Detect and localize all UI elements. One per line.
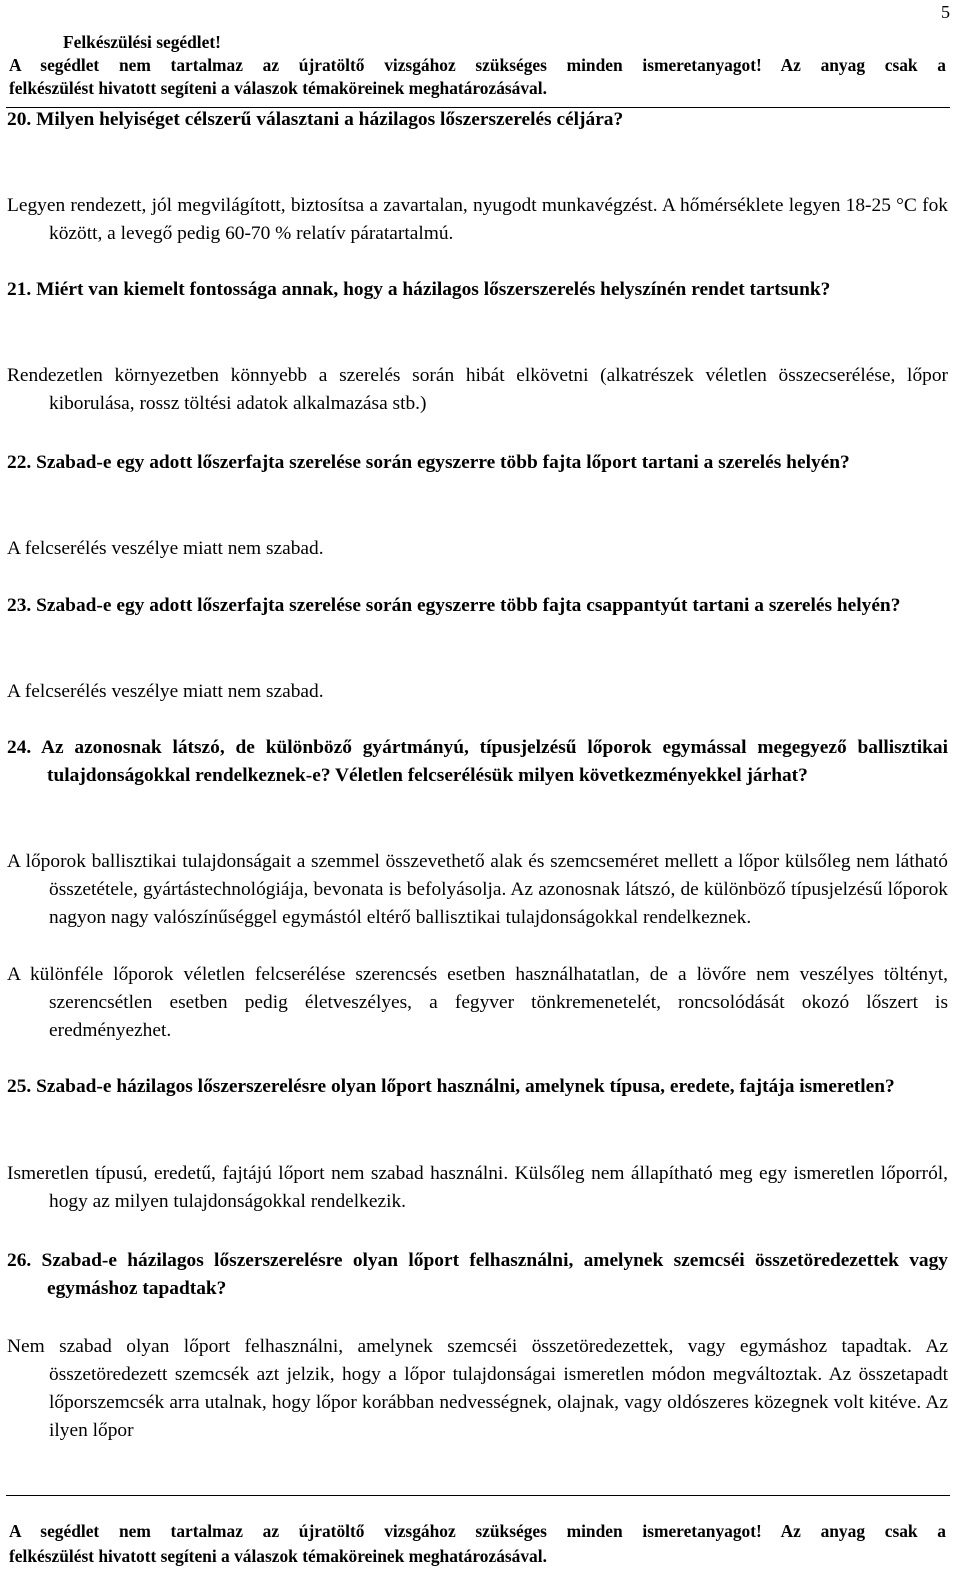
- question-20: 20. Milyen helyiséget célszerű választani a házilagos lőszerszerelés céljára?: [7, 109, 624, 130]
- header-disclaimer-line2: felkészülést hivatott segíteni a válaszok témaköreinek meghatározásával.: [9, 78, 547, 98]
- answer-22: A felcserélés veszélye miatt nem szabad.: [7, 538, 324, 559]
- page-number: 5: [941, 2, 950, 22]
- answer-26: Nem szabad olyan lőport felhasználni, amelynek szemcséi összetöredezettek, vagy egymáshoz tapadtak. Az összetöredezett szemcsék azt jelzik, hogy a lőpor tulajdonságai ismeretlen módon megváltoztak. Az összetapadt lőporszemcsék arra utalnak, hogy lőpor korábban nedvességnek, olajnak, vagy oldószeres közegnek volt kitéve. Az ilyen lőpor: [7, 1336, 948, 1441]
- question-24: 24. Az azonosnak látszó, de különböző gyártmányú, típusjelzésű lőporok egymással megegyező ballisztikai tulajdonságokkal rendelkeznek-e? Véletlen felcserélésük milyen következményekkel járhat?: [7, 737, 948, 786]
- question-21: 21. Miért van kiemelt fontossága annak, hogy a házilagos lőszerszerelés helyszínén rendet tartsunk?: [7, 279, 831, 300]
- question-25: 25. Szabad-e házilagos lőszerszerelésre olyan lőport használni, amelynek típusa, eredete, fajtája ismeretlen?: [7, 1076, 895, 1097]
- footer-disclaimer-line2: felkészülést hivatott segíteni a válaszok témaköreinek meghatározásával.: [9, 1546, 547, 1566]
- answer-21: Rendezetlen környezetben könnyebb a szerelés során hibát elkövetni (alkatrészek véletlen összecserélése, lőpor kiborulása, rossz töltési adatok alkalmazása stb.): [7, 365, 948, 414]
- answer-23: A felcserélés veszélye miatt nem szabad.: [7, 681, 324, 702]
- header-disclaimer-line1: A segédlet nem tartalmaz az újratöltő vizsgához szükséges minden ismeretanyagot! Az anyag csak a: [9, 55, 946, 75]
- question-23: 23. Szabad-e egy adott lőszerfajta szerelése során egyszerre több fajta csappantyút tartani a szerelés helyén?: [7, 595, 901, 616]
- answer-24-paragraph-1: A lőporok ballisztikai tulajdonságait a szemmel összevethető alak és szemcseméret mellett a lőpor külsőleg nem látható összetétele, gyártástechnológiája, bevonata is befolyásolja. Az azonosnak látszó, de különböző típusjelzésű lőporok nagyon nagy valószínűséggel egymástól eltérő ballisztikai tulajdonságokkal rendelkeznek.: [7, 851, 948, 928]
- header-title: Felkészülési segédlet!: [63, 32, 221, 52]
- footer-disclaimer-line1: A segédlet nem tartalmaz az újratöltő vizsgához szükséges minden ismeretanyagot! Az anyag csak a: [9, 1521, 946, 1541]
- question-22: 22. Szabad-e egy adott lőszerfajta szerelése során egyszerre több fajta lőport tartani a szerelés helyén?: [7, 452, 850, 473]
- answer-24-paragraph-2: A különféle lőporok véletlen felcserélése szerencsés esetben használhatatlan, de a lövőre nem veszélyes töltényt, szerencsétlen esetben pedig életveszélyes, a fegyver tönkremenetelét, roncsolódását okozó lőszert is eredményezhet.: [7, 964, 948, 1041]
- answer-20: Legyen rendezett, jól megvilágított, biztosítsa a zavartalan, nyugodt munkavégzést. A hőmérséklete legyen 18-25 °C fok között, a levegő pedig 60-70 % relatív páratartalmú.: [7, 195, 948, 244]
- answer-25: Ismeretlen típusú, eredetű, fajtájú lőport nem szabad használni. Külsőleg nem állapítható meg egy ismeretlen lőporról, hogy az milyen tulajdonságokkal rendelkezik.: [7, 1163, 948, 1212]
- footer-rule: [6, 1495, 950, 1496]
- question-26: 26. Szabad-e házilagos lőszerszerelésre olyan lőport felhasználni, amelynek szemcséi összetöredezettek vagy egymáshoz tapadtak?: [7, 1250, 948, 1299]
